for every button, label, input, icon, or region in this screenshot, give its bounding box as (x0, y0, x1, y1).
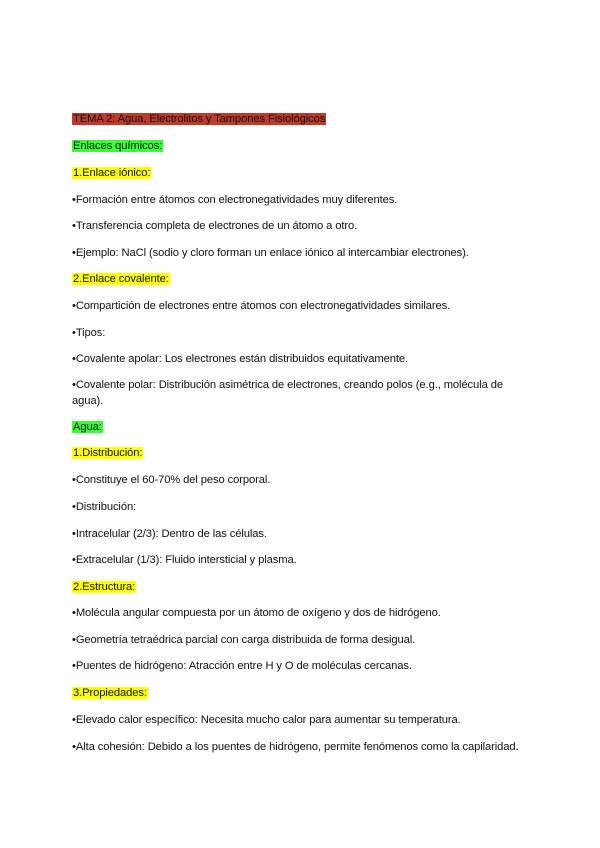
propiedades-heading-text: 3.Propiedades: (73, 687, 147, 699)
document-title (72, 112, 326, 126)
covalente-bullet-2: •Tipos: (72, 327, 106, 339)
propiedades-heading (72, 686, 148, 700)
covalente-heading (72, 272, 170, 286)
ionico-bullet-2: •Transferencia completa de electrones de un átomo a otro. (72, 220, 358, 232)
propiedades-bullet-2: •Alta cohesión: Debido a los puentes de hidrógeno, permite fenómenos como la capilaridad. (72, 741, 519, 753)
title-text: TEMA 2: Agua, Electrolitos y Tampones Fisiológicos (73, 113, 326, 125)
estructura-bullet-3: •Puentes de hidrógeno: Atracción entre H y O de moléculas cercanas. (72, 660, 412, 672)
distribucion-bullet-3: •Intracelular (2/3): Dentro de las células. (72, 528, 267, 540)
distribucion-heading (72, 446, 143, 460)
covalente-bullet-3: •Covalente apolar: Los electrones están distribuidos equitativamente. (72, 353, 408, 365)
ionico-bullet-1: •Formación entre átomos con electronegatividades muy diferentes. (72, 194, 398, 206)
distribucion-bullet-1: •Constituye el 60-70% del peso corporal. (72, 474, 271, 486)
propiedades-bullet-1: •Elevado calor específico: Necesita mucho calor para aumentar su temperatura. (72, 714, 461, 726)
covalente-bullet-1: •Compartición de electrones entre átomos con electronegatividades similares. (72, 300, 451, 312)
ionico-heading-text: 1.Enlace iónico: (73, 167, 151, 179)
covalente-bullet-4: •Covalente polar: Distribución asimétrica de electrones, creando polos (e.g., molécula de agua). (72, 379, 503, 407)
enlaces-heading-text: Enlaces químicos: (73, 140, 163, 152)
covalente-heading-text: 2.Enlace covalente: (73, 273, 169, 285)
ionico-bullet-3: •Ejemplo: NaCl (sodio y cloro forman un enlace iónico al intercambiar electrones). (72, 247, 469, 259)
enlaces-heading (72, 139, 163, 153)
estructura-heading (72, 580, 136, 594)
agua-heading (72, 420, 103, 434)
ionico-heading (72, 166, 151, 180)
distribucion-bullet-4: •Extracelular (1/3): Fluido intersticial y plasma. (72, 554, 297, 566)
estructura-bullet-2: •Geometría tetraédrica parcial con carga distribuida de forma desigual. (72, 634, 416, 646)
agua-heading-text: Agua: (73, 421, 102, 433)
estructura-heading-text: 2.Estructura: (73, 581, 136, 593)
distribucion-bullet-2: •Distribución: (72, 501, 137, 513)
distribucion-heading-text: 1.Distribución: (73, 447, 143, 459)
estructura-bullet-1: •Molécula angular compuesta por un átomo de oxígeno y dos de hidrógeno. (72, 607, 441, 619)
